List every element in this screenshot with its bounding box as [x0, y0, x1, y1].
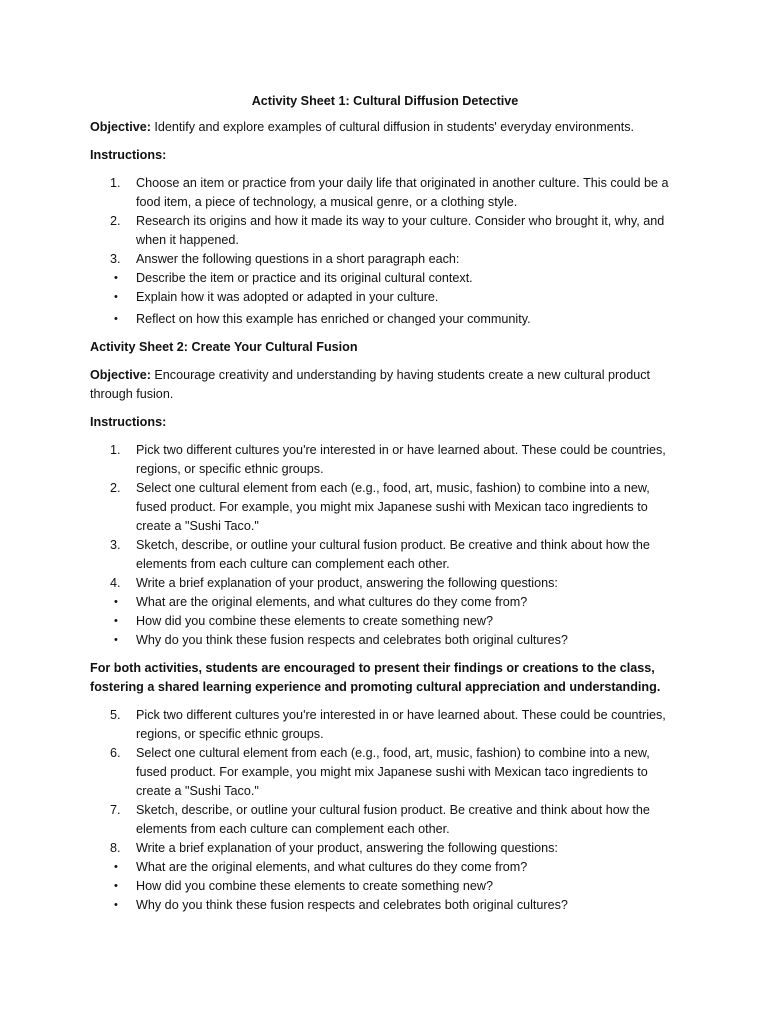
- list-item-text: What are the original elements, and what cultures do they come from?: [136, 860, 528, 874]
- list-item: [90, 744, 680, 801]
- sheet1-title: Activity Sheet 1: Cultural Diffusion Detective: [251, 94, 519, 108]
- sheet2-title: Activity Sheet 2: Create Your Cultural Fusion: [90, 340, 358, 354]
- list-marker: 2.: [110, 481, 121, 495]
- list-item-text: Choose an item or practice from your daily life that originated in another culture. This could be a food item, a piece of technology, a musical genre, or a clothing style.: [136, 176, 669, 209]
- list-item: [90, 593, 680, 612]
- list-item: [90, 288, 680, 307]
- list-item-text: Write a brief explanation of your product, answering the following questions:: [136, 841, 558, 855]
- bullet-marker: •: [114, 272, 118, 284]
- bullet-marker: •: [114, 313, 118, 325]
- list-marker: 7.: [110, 803, 121, 817]
- list-marker: 5.: [110, 708, 121, 722]
- list-marker: 4.: [110, 576, 121, 590]
- list-item-text: How did you combine these elements to create something new?: [136, 614, 494, 628]
- bullet-marker: •: [114, 634, 118, 646]
- list-item: [90, 877, 680, 896]
- list-item: [90, 631, 680, 650]
- bullet-marker: •: [114, 899, 118, 911]
- sheet1-objective-text: Identify and explore examples of cultural diffusion in students' everyday environments.: [150, 120, 634, 134]
- list-item-text: Pick two different cultures you're interested in or have learned about. These could be countries, regions, or specific ethnic groups.: [136, 443, 666, 476]
- list-marker: 2.: [110, 214, 121, 228]
- sheet1-instructions-label: Instructions:: [90, 148, 167, 162]
- list-item: [90, 174, 680, 212]
- closing-statement: For both activities, students are encouraged to present their findings or creations to the class, fostering a shared learning experience and promoting cultural appreciation and understanding.: [90, 661, 661, 694]
- list-item-text: Reflect on how this example has enriched or changed your community.: [136, 312, 531, 326]
- list-item-text: Why do you think these fusion respects and celebrates both original cultures?: [136, 898, 568, 912]
- list-item: [90, 479, 680, 536]
- list-item-text: Sketch, describe, or outline your cultural fusion product. Be creative and think about how the elements from each culture can complement each other.: [136, 803, 650, 836]
- bullet-marker: •: [114, 880, 118, 892]
- list-marker: 3.: [110, 252, 121, 266]
- list-item: [90, 801, 680, 839]
- sheet2-instructions-label: Instructions:: [90, 415, 167, 429]
- list-item-text: Select one cultural element from each (e.g., food, art, music, fashion) to combine into a new, fused product. For example, you might mix Japanese sushi with Mexican taco ingredients to create a "Sushi Taco.": [136, 746, 650, 798]
- list-item-text: Why do you think these fusion respects and celebrates both original cultures?: [136, 633, 568, 647]
- list-item: [90, 858, 680, 877]
- sheet2-objective: [90, 366, 680, 404]
- bullet-marker: •: [114, 615, 118, 627]
- list-marker: 6.: [110, 746, 121, 760]
- sheet2-instructions-list: [90, 441, 680, 650]
- list-item-text: How did you combine these elements to create something new?: [136, 879, 494, 893]
- sheet1-objective: [90, 118, 680, 137]
- repeated-instructions-list: [90, 706, 680, 915]
- list-item: [90, 839, 680, 858]
- list-item-text: Explain how it was adopted or adapted in your culture.: [136, 290, 439, 304]
- list-item: [90, 574, 680, 593]
- list-item: [90, 612, 680, 631]
- bullet-marker: •: [114, 596, 118, 608]
- sheet2-objective-label: Objective:: [90, 368, 151, 382]
- bullet-marker: •: [114, 861, 118, 873]
- list-item: [90, 269, 680, 288]
- list-item-text: Pick two different cultures you're interested in or have learned about. These could be countries, regions, or specific ethnic groups.: [136, 708, 666, 741]
- list-marker: 1.: [110, 176, 121, 190]
- list-marker: 3.: [110, 538, 121, 552]
- list-item-text: Describe the item or practice and its original cultural context.: [136, 271, 473, 285]
- list-item-text: Select one cultural element from each (e.g., food, art, music, fashion) to combine into a new, fused product. For example, you might mix Japanese sushi with Mexican taco ingredients to create a "Sushi Taco.": [136, 481, 650, 533]
- list-item: [90, 896, 680, 915]
- list-item: [90, 706, 680, 744]
- list-item-text: Answer the following questions in a short paragraph each:: [136, 252, 460, 266]
- list-marker: 1.: [110, 443, 121, 457]
- list-item-text: Research its origins and how it made its way to your culture. Consider who brought it, why, and when it happened.: [136, 214, 665, 247]
- sheet2-objective-text: Encourage creativity and understanding by having students create a new cultural product through fusion.: [90, 368, 651, 401]
- list-item: [90, 536, 680, 574]
- list-item: [90, 250, 680, 269]
- list-item: [90, 441, 680, 479]
- list-item-text: Write a brief explanation of your product, answering the following questions:: [136, 576, 558, 590]
- list-item-text: What are the original elements, and what cultures do they come from?: [136, 595, 528, 609]
- list-item: [90, 212, 680, 250]
- list-marker: 8.: [110, 841, 121, 855]
- list-item-text: Sketch, describe, or outline your cultural fusion product. Be creative and think about how the elements from each culture can complement each other.: [136, 538, 650, 571]
- sheet1-objective-label: Objective:: [90, 120, 151, 134]
- sheet1-instructions-list: [90, 174, 680, 329]
- document-page: [90, 92, 680, 924]
- list-item: [90, 310, 680, 329]
- bullet-marker: •: [114, 291, 118, 303]
